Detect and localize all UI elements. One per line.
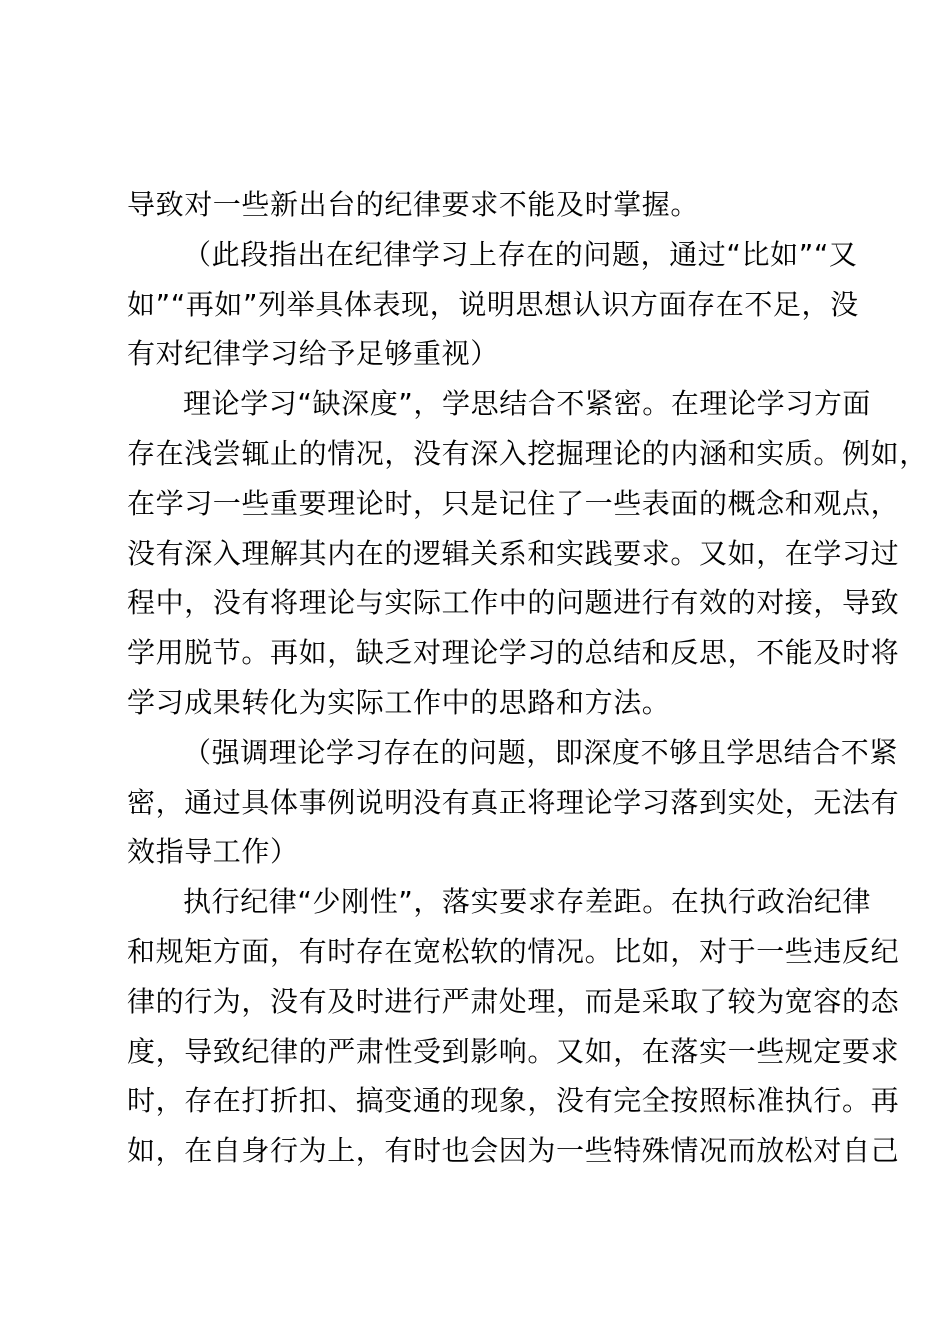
text-line: 执行纪律“少刚性”，落实要求存差距。在执行政治纪律 bbox=[183, 885, 872, 919]
text-line: 律的行为，没有及时进行严肃处理，而是采取了较为宽容的态 bbox=[127, 984, 900, 1018]
text-line: 度，导致纪律的严肃性受到影响。又如，在落实一些规定要求 bbox=[127, 1034, 900, 1068]
text-line: 在学习一些重要理论时，只是记住了一些表面的概念和观点， bbox=[127, 486, 900, 520]
text-line: 导致对一些新出台的纪律要求不能及时掌握。 bbox=[127, 188, 700, 221]
text-line: 程中，没有将理论与实际工作中的问题进行有效的对接，导致 bbox=[127, 586, 900, 620]
paragraph-continuation bbox=[127, 180, 835, 230]
text-line: 学用脱节。再如，缺乏对理论学习的总结和反思，不能及时将 bbox=[127, 636, 900, 670]
text-line: 如”“再如”列举具体表现，说明思想认识方面存在不足，没 bbox=[127, 287, 859, 321]
paragraph-discipline-enforcement bbox=[127, 877, 900, 1176]
text-line: 学习成果转化为实际工作中的思路和方法。 bbox=[127, 685, 671, 719]
text-line: 如，在自身行为上，有时也会因为一些特殊情况而放松对自己 bbox=[127, 1134, 900, 1168]
text-line: （此段指出在纪律学习上存在的问题，通过“比如”“又 bbox=[183, 237, 858, 271]
text-line: 有对纪律学习给予足够重视） bbox=[127, 337, 499, 371]
text-line: 密，通过具体事例说明没有真正将理论学习落到实处，无法有 bbox=[127, 785, 900, 819]
text-line: （强调理论学习存在的问题，即深度不够且学思结合不紧 bbox=[183, 735, 899, 769]
paragraph-note-discipline-study bbox=[127, 230, 859, 379]
text-line: 理论学习“缺深度”，学思结合不紧密。在理论学习方面 bbox=[183, 387, 872, 421]
document-body bbox=[127, 180, 928, 1176]
text-line: 时，存在打折扣、搞变通的现象，没有完全按照标准执行。再 bbox=[127, 1084, 900, 1118]
paragraph-theory-study bbox=[127, 379, 928, 728]
text-line: 效指导工作） bbox=[127, 835, 299, 869]
text-line: 和规矩方面，有时存在宽松软的情况。比如，对于一些违反纪 bbox=[127, 934, 900, 968]
text-line: 存在浅尝辄止的情况，没有深入挖掘理论的内涵和实质。例如， bbox=[127, 436, 928, 470]
text-line: 没有深入理解其内在的逻辑关系和实践要求。又如，在学习过 bbox=[127, 536, 900, 570]
paragraph-note-theory-study bbox=[127, 728, 900, 877]
